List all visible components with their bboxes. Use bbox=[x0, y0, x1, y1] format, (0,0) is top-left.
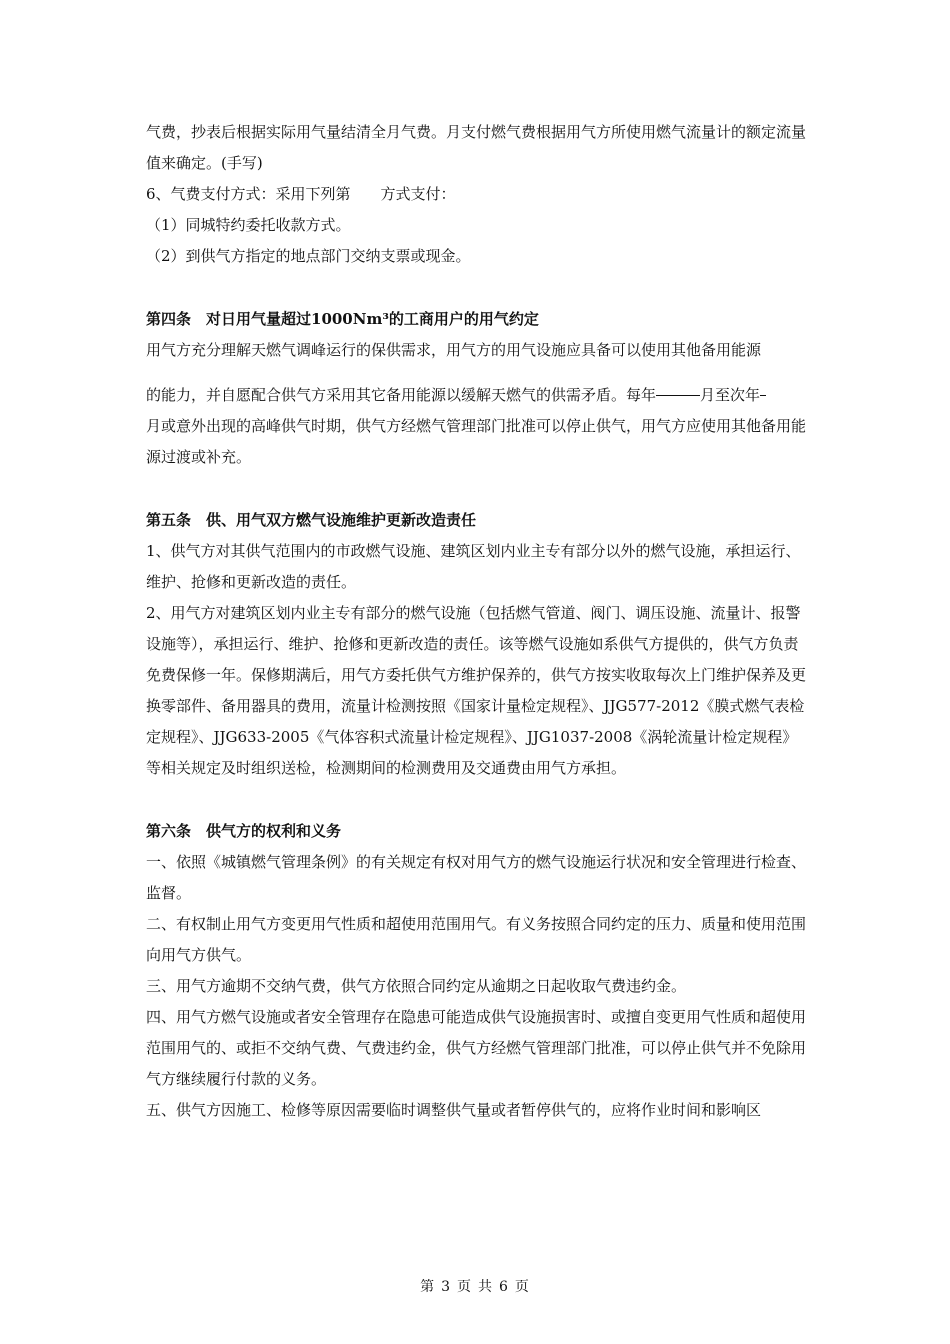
page-footer bbox=[0, 1276, 950, 1296]
article-6-item-3: 三、用气方逾期不交纳气费，供气方依照合同约定从逾期之日起收取气费违约金。 bbox=[146, 977, 687, 995]
article-5-item-1: 1、供气方对其供气范围内的市政燃气设施、建筑区划内业主专有部分以外的燃气设施，承担运行、维护、抢修和更新改造的责任。 bbox=[146, 542, 801, 591]
footer-suffix: 页 bbox=[514, 1279, 530, 1295]
paragraph-fee-settlement: 气费，抄表后根据实际用气量结清全月气费。月支付燃气费根据用气方所使用燃气流量计的额定流量值来确定。(手写) bbox=[146, 123, 807, 172]
footer-prefix: 第 bbox=[420, 1279, 436, 1295]
spacer bbox=[146, 473, 812, 505]
document-body bbox=[146, 117, 812, 1126]
footer-total-pages: 6 bbox=[499, 1279, 509, 1295]
article-6-item-1: 一、依照《城镇燃气管理条例》的有关规定有权对用气方的燃气设施运行状况和安全管理进行检查、监督。 bbox=[146, 853, 807, 902]
article-4-line-2-text-b: 月至次年 bbox=[700, 386, 761, 404]
paragraph-payment-option-1: （1）同城特约委托收款方式。 bbox=[146, 216, 351, 234]
blank-field bbox=[760, 395, 766, 396]
article-6-item-5: 五、供气方因施工、检修等原因需要临时调整供气量或者暂停供气的，应将作业时间和影响区 bbox=[146, 1101, 762, 1119]
article-4-heading: 第四条 对日用气量超过1000Nm³的工商用户的用气约定 bbox=[146, 310, 539, 328]
spacer bbox=[146, 784, 812, 816]
paragraph-payment-method: 6、气费支付方式：采用下列第 方式支付： bbox=[146, 185, 456, 203]
paragraph-payment-option-2: （2）到供气方指定的地点部门交纳支票或现金。 bbox=[146, 247, 471, 265]
footer-current-page: 3 bbox=[441, 1279, 451, 1295]
spacer bbox=[146, 272, 812, 304]
article-6-item-2: 二、有权制止用气方变更用气性质和超使用范围用气。有义务按照合同约定的压力、质量和使用范围向用气方供气。 bbox=[146, 915, 807, 964]
article-4-line-1: 用气方充分理解天燃气调峰运行的保供需求，用气方的用气设施应具备可以使用其他备用能源 bbox=[146, 341, 762, 359]
article-4-line-3: 月或意外出现的高峰供气时期，供气方经燃气管理部门批准可以停止供气，用气方应使用其他备用能源过渡或补充。 bbox=[146, 417, 807, 466]
article-4-line-2-text-a: 的能力，并自愿配合供气方采用其它备用能源以缓解天燃气的供需矛盾。每年 bbox=[146, 386, 657, 404]
footer-total-word: 共 bbox=[478, 1279, 493, 1295]
article-4-line-2 bbox=[146, 380, 812, 411]
article-5-item-2: 2、用气方对建筑区划内业主专有部分的燃气设施（包括燃气管道、阀门、调压设施、流量计、报警设施等），承担运行、维护、抢修和更新改造的责任。该等燃气设施如系供气方提供的，供气方负责免费保修一年。保修期满后，用气方委托供气方维护保养的，供气方按实收取每次上门维护保养及更换零部件、备用器具的费用，流量计检测按照《国家计量检定规程》、JJG577-2012《膜式燃气表检定规程》、JJG633-2005《气体容积式流量计检定规程》、JJG1037-2008《涡轮流量计检定规程》等相关规定及时组织送检，检测期间的检测费用及交通费由用气方承担。 bbox=[146, 604, 807, 777]
article-6-item-4: 四、用气方燃气设施或者安全管理存在隐患可能造成供气设施损害时、或擅自变更用气性质和超使用范围用气的、或拒不交纳气费、气费违约金，供气方经燃气管理部门批准，可以停止供气并不免除用气方继续履行付款的义务。 bbox=[146, 1008, 807, 1088]
article-6-heading: 第六条 供气方的权利和义务 bbox=[146, 822, 342, 840]
blank-field bbox=[656, 395, 700, 396]
article-5-heading: 第五条 供、用气双方燃气设施维护更新改造责任 bbox=[146, 511, 477, 529]
footer-page-word: 页 bbox=[457, 1279, 472, 1295]
